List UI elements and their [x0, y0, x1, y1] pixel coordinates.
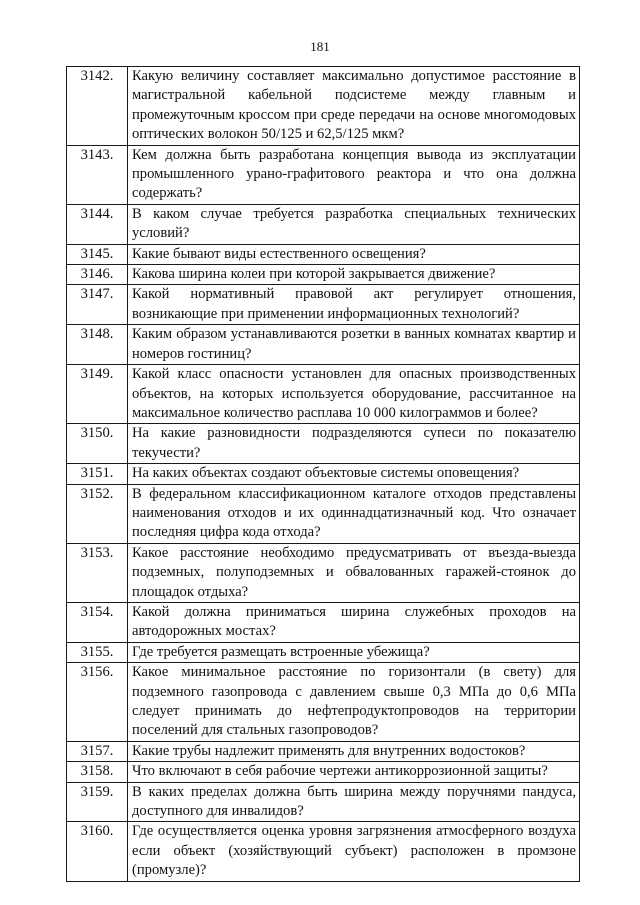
question-text: В каких пределах должна быть ширина между поручнями пандуса, доступного для инвалидов?: [128, 782, 580, 822]
question-text: Какие бывают виды естественного освещения?: [128, 244, 580, 264]
question-text: В федеральном классификационном каталоге отходов представлены наименования отходов и их одиннадцатизначный код. Что означает последняя цифра кода отхода?: [128, 484, 580, 543]
question-number: 3142.: [67, 67, 128, 146]
question-text: На какие разновидности подразделяются супеси по показателю текучести?: [128, 424, 580, 464]
question-number: 3152.: [67, 484, 128, 543]
table-row: [67, 67, 580, 146]
question-text: Какой нормативный правовой акт регулирует отношения, возникающие при применении информационных технологий?: [128, 285, 580, 325]
question-number: 3151.: [67, 464, 128, 484]
question-text: Какое расстояние необходимо предусматривать от въезда-выезда подземных, полуподземных и обвалованных гаражей-стоянок до площадок отдыха?: [128, 543, 580, 602]
table-row: [67, 741, 580, 761]
question-number: 3153.: [67, 543, 128, 602]
question-text: Где осуществляется оценка уровня загрязнения атмосферного воздуха если объект (хозяйствующий субъект) расположен в промзоне (промузле)?: [128, 822, 580, 881]
question-number: 3146.: [67, 265, 128, 285]
question-number: 3148.: [67, 325, 128, 365]
question-text: Где требуется размещать встроенные убежища?: [128, 642, 580, 662]
table-row: [67, 244, 580, 264]
question-number: 3147.: [67, 285, 128, 325]
question-text: Какую величину составляет максимально допустимое расстояние в магистральной кабельной подсистеме между главным и промежуточным кроссом при среде передачи на основе многомодовых оптических волокон 50/125 и 62,5/125 мкм?: [128, 67, 580, 146]
page-number: 181: [310, 39, 330, 54]
table-row: [67, 642, 580, 662]
question-number: 3154.: [67, 602, 128, 642]
question-number: 3160.: [67, 822, 128, 881]
question-text: Какое минимальное расстояние по горизонтали (в свету) для подземного газопровода с давлением свыше 0,3 МПа до 0,6 МПа следует принимать до нефтепродуктопроводов на территории поселений для стальных газопроводов?: [128, 663, 580, 742]
question-number: 3159.: [67, 782, 128, 822]
question-number: 3157.: [67, 741, 128, 761]
table-row: [67, 285, 580, 325]
question-text: Что включают в себя рабочие чертежи антикоррозионной защиты?: [128, 762, 580, 782]
table-row: [67, 265, 580, 285]
question-text: Какой класс опасности установлен для опасных производственных объектов, на которых используется оборудование, рассчитанное на максимальное количество расплава 10 000 килограммов и более?: [128, 365, 580, 424]
table-row: [67, 325, 580, 365]
table-row: [67, 782, 580, 822]
question-text: В каком случае требуется разработка специальных технических условий?: [128, 204, 580, 244]
table-row: [67, 602, 580, 642]
question-number: 3149.: [67, 365, 128, 424]
question-text: Кем должна быть разработана концепция вывода из эксплуатации промышленного урано-графитового реактора и что она должна содержать?: [128, 145, 580, 204]
table-row: [67, 464, 580, 484]
table-row: [67, 762, 580, 782]
table-row: [67, 822, 580, 881]
question-number: 3150.: [67, 424, 128, 464]
question-text: На каких объектах создают объектовые системы оповещения?: [128, 464, 580, 484]
table-row: [67, 424, 580, 464]
question-text: Какой должна приниматься ширина служебных проходов на автодорожных мостах?: [128, 602, 580, 642]
question-text: Каким образом устанавливаются розетки в ванных комнатах квартир и номеров гостиниц?: [128, 325, 580, 365]
question-text: Какова ширина колеи при которой закрывается движение?: [128, 265, 580, 285]
table-row: [67, 204, 580, 244]
question-number: 3144.: [67, 204, 128, 244]
question-text: Какие трубы надлежит применять для внутренних водостоков?: [128, 741, 580, 761]
questions-table: [66, 66, 580, 882]
table-row: [67, 484, 580, 543]
table-row: [67, 663, 580, 742]
question-number: 3155.: [67, 642, 128, 662]
question-number: 3145.: [67, 244, 128, 264]
question-number: 3143.: [67, 145, 128, 204]
table-row: [67, 543, 580, 602]
question-number: 3158.: [67, 762, 128, 782]
question-number: 3156.: [67, 663, 128, 742]
table-row: [67, 145, 580, 204]
table-row: [67, 365, 580, 424]
